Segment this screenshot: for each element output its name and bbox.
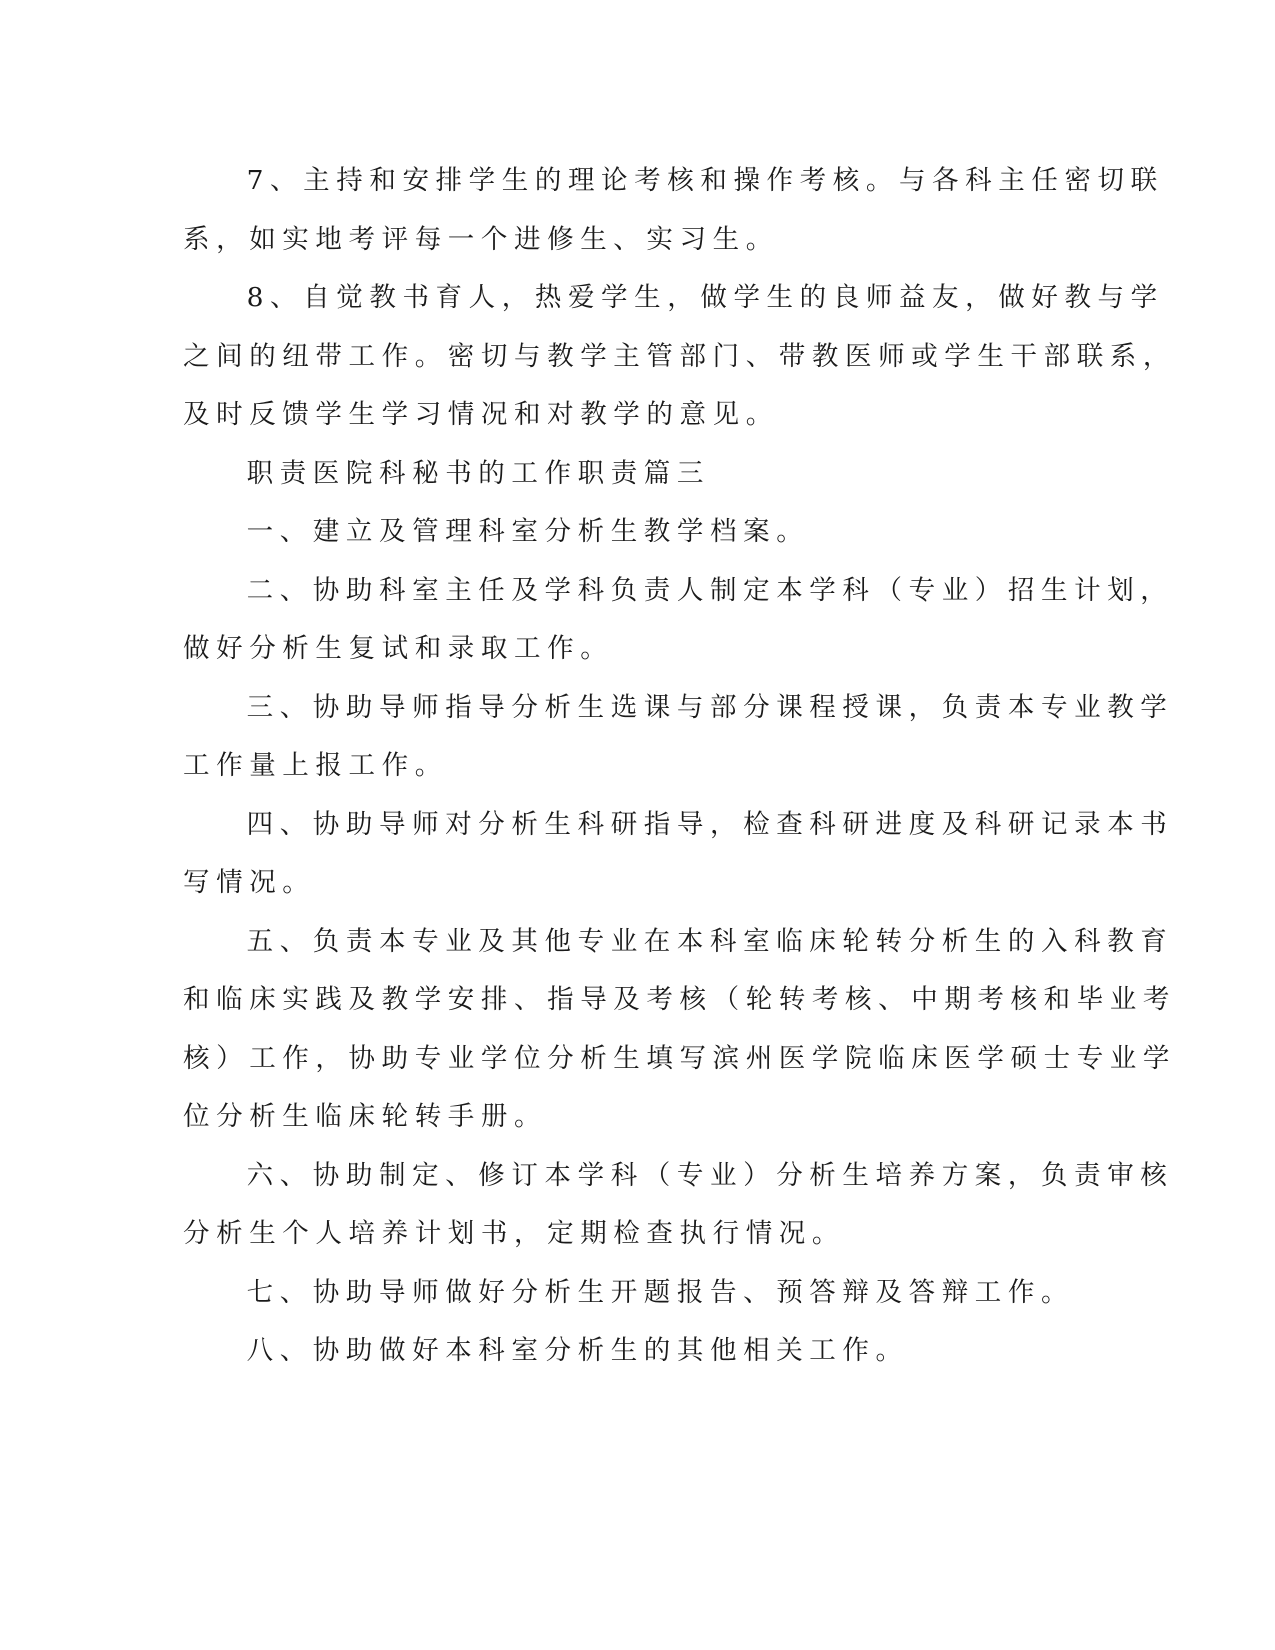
text-line: 五、负责本专业及其他专业在本科室临床轮转分析生的入科教育	[246, 925, 1174, 957]
text-line: 7、主持和安排学生的理论考核和操作考核。与各科主任密切联	[246, 165, 1164, 196]
document-body	[183, 152, 1176, 1381]
text-line: 分析生个人培养计划书，定期检查执行情况。	[183, 1218, 845, 1249]
paragraph-item-5	[183, 913, 1176, 1147]
paragraph-item-7	[183, 152, 1164, 269]
text-line: 二、协助科室主任及学科负责人制定本学科（专业）招生计划，	[246, 574, 1174, 606]
text-line: 一、建立及管理科室分析生教学档案。	[246, 516, 810, 547]
paragraph-item-4	[183, 796, 1174, 913]
text-line: 工作量上报工作。	[183, 750, 448, 781]
paragraph-item-7-cn	[183, 1264, 1075, 1323]
text-line: 四、协助导师对分析生科研指导，检查科研进度及科研记录本书	[246, 808, 1174, 840]
text-line: 核）工作，协助专业学位分析生填写滨州医学院临床医学硕士专业学	[183, 1042, 1176, 1074]
text-line: 系，如实地考评每一个进修生、实习生。	[183, 223, 779, 255]
paragraph-item-8-cn	[183, 1322, 1053, 1381]
text-line: 职责医院科秘书的工作职责篇三	[246, 457, 710, 489]
text-line: 之间的纽带工作。密切与教学主管部门、带教医师或学生干部联系，	[183, 340, 1176, 372]
section-heading	[183, 445, 1053, 504]
paragraph-item-8	[183, 269, 1176, 445]
text-line: 七、协助导师做好分析生开题报告、预答辩及答辩工作。	[246, 1276, 1075, 1308]
paragraph-item-1	[183, 503, 1053, 562]
paragraph-item-3	[183, 679, 1174, 796]
paragraph-item-6	[183, 1147, 1174, 1264]
text-line: 和临床实践及教学安排、指导及考核（轮转考核、中期考核和毕业考	[183, 984, 1176, 1015]
text-line: 位分析生临床轮转手册。	[183, 1101, 548, 1132]
paragraph-item-2	[183, 562, 1174, 679]
text-line: 做好分析生复试和录取工作。	[183, 633, 614, 664]
text-line: 八、协助做好本科室分析生的其他相关工作。	[246, 1335, 909, 1366]
text-line: 写情况。	[183, 867, 316, 898]
text-line: 8、自觉教书育人，热爱学生，做学生的良师益友，做好教与学	[246, 282, 1164, 313]
text-line: 及时反馈学生学习情况和对教学的意见。	[183, 399, 779, 430]
text-line: 六、协助制定、修订本学科（专业）分析生培养方案，负责审核	[246, 1159, 1174, 1191]
text-line: 三、协助导师指导分析生选课与部分课程授课，负责本专业教学	[246, 691, 1174, 723]
